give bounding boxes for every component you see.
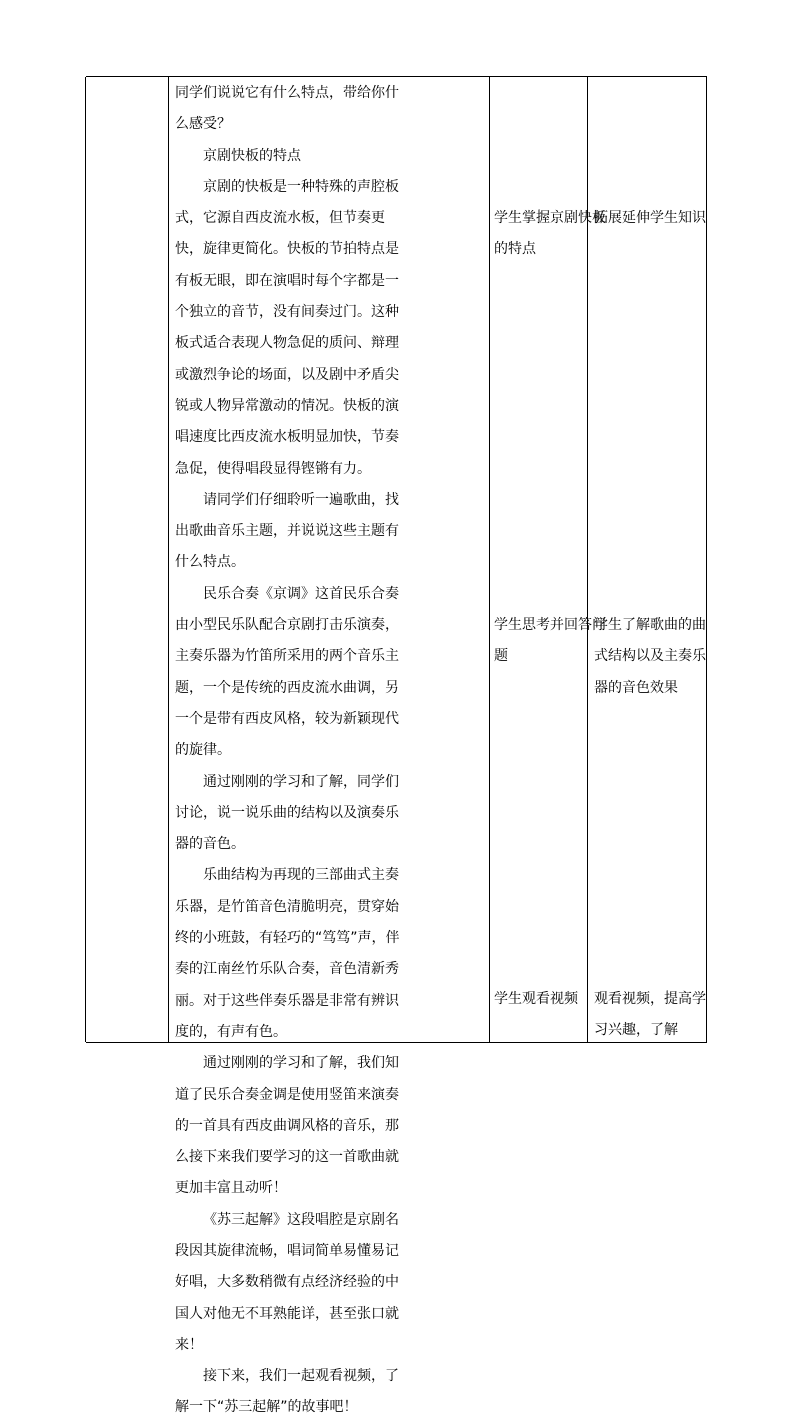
paragraph-kuaiban-features: 京剧的快板是一种特殊的声腔板式，它源自西皮流水板，但节奏更快，旋律更简化。快板的节拍特点是有板无眼，即在演唱时每个字都是一个独立的音节，没有间奏过门。这种板式适合表现人物急促的质问、辩理或激烈争论的场面，以及剧中矛盾尖锐或人物异常激动的情况。快板的演唱速度比西皮流水板明显加快，节奏急促，使得唱段显得铿锵有力。	[175, 178, 399, 477]
paragraph-listen-task: 请同学们仔细聆听一遍歌曲，找出歌曲音乐主题，并说说这些主题有什么特点。	[175, 491, 399, 571]
design-intent-2: 学生了解歌曲的曲式结构以及主奏乐器的音色效果	[594, 617, 706, 696]
design-intent-1: 拓展延伸学生知识	[594, 210, 706, 226]
paragraph-jingdiao-intro: 民乐合奏《京调》这首民乐合奏由小型民乐队配合京剧打击乐演奏，主奏乐器为竹笛所采用的两个音乐主题，一个是传统的西皮流水曲调，另一个是带有西皮风格，较为新颖现代的旋律。	[175, 585, 399, 759]
paragraph-watch-video: 接下来，我们一起观看视频，了解一下“苏三起解”的故事吧！	[175, 1368, 399, 1416]
paragraph-susan-qijie: 《苏三起解》这段唱腔是京剧名段因其旋律流畅，唱词简单易懂易记好唱，大多数稍微有点经济经验的中国人对他无不耳熟能详，甚至张口就来！	[175, 1211, 399, 1353]
lesson-plan-table	[86, 76, 707, 1416]
paragraph-prompt: 同学们说说它有什么特点，带给你什么感受？	[175, 85, 399, 133]
design-intent-3: 观看视频，提高学习兴趣，了解	[594, 991, 706, 1039]
paragraph-transition: 通过刚刚的学习和了解，我们知道了民乐合奏金调是使用竖笛来演奏的一首具有西皮曲调风格的音乐，那么接下来我们要学习的这一首歌曲就更加丰富且动听！	[175, 1055, 399, 1197]
table-border-right	[706, 77, 707, 1042]
paragraph-discussion-task: 通过刚刚的学习和了解，同学们讨论，说一说乐曲的结构以及演奏乐器的音色。	[175, 773, 399, 853]
paragraph-heading-kuaiban: 京剧快板的特点	[203, 147, 301, 164]
student-activity-3: 学生观看视频	[494, 991, 578, 1007]
paragraph-structure-timbre: 乐曲结构为再现的三部曲式主奏乐器，是竹笛音色清脆明亮，贯穿始终的小班鼓，有轻巧的“笃笃”声，伴奏的江南丝竹乐队合奏，音色清新秀丽。对于这些伴奏乐器是非常有辨识度的，有声有色。	[175, 867, 400, 1040]
table-border-left	[85, 77, 86, 1042]
student-activity-2: 学生思考并回答问题	[494, 617, 606, 665]
student-activity-1: 学生掌握京剧快板的特点	[494, 210, 606, 258]
teaching-process-cell	[175, 78, 405, 1424]
column-divider-1	[168, 77, 169, 1042]
column-divider-2	[489, 77, 490, 1042]
